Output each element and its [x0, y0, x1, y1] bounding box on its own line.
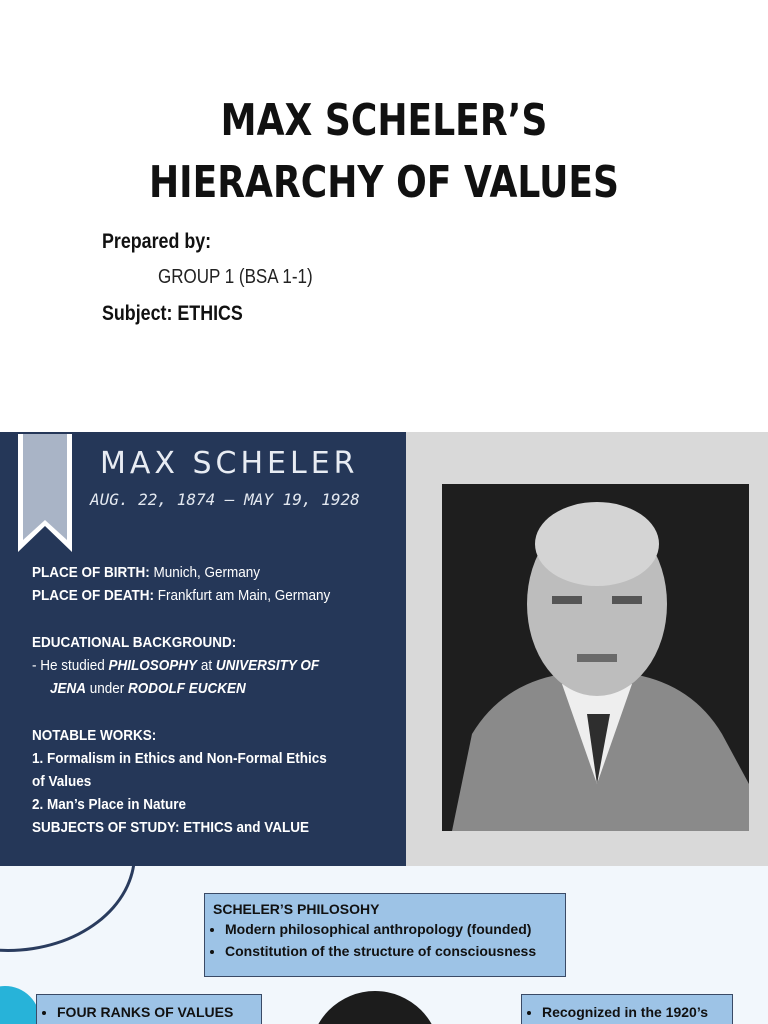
education-line-1: - He studied PHILOSOPHY at UNIVERSITY OF	[32, 657, 320, 674]
birth-row	[32, 564, 260, 581]
portrait-illustration	[442, 484, 749, 831]
education-line-2: JENA under RODOLF EUCKEN	[50, 680, 246, 697]
subject-line	[102, 302, 243, 326]
title-line-2: HIERARCHY OF VALUES	[148, 157, 620, 208]
recognition-box	[521, 994, 733, 1024]
work-1-line-1: 1. Formalism in Ethics and Non-Formal Ethics	[32, 750, 327, 767]
birth-label: PLACE OF BIRTH:	[32, 564, 150, 581]
decorative-ring	[0, 866, 136, 952]
presentation-title	[69, 90, 699, 214]
study-row	[32, 819, 309, 836]
bio-dates: AUG. 22, 1874 – MAY 19, 1928	[90, 490, 360, 509]
philosophy-item: • Constitution of the structure of consciousness	[225, 940, 565, 962]
prepared-by-label: Prepared by:	[102, 230, 212, 253]
death-row	[32, 587, 330, 604]
ranks-item: • FOUR RANKS OF VALUES	[57, 1001, 261, 1023]
education-heading: EDUCATIONAL BACKGROUND:	[32, 634, 237, 651]
ranks-box	[36, 994, 262, 1024]
study-label: SUBJECTS OF STUDY:	[32, 819, 180, 836]
biography-slide	[0, 432, 768, 866]
philosophy-list	[205, 918, 565, 962]
recognition-item: • Recognized in the 1920’s	[542, 1001, 732, 1023]
subject-label: Subject:	[102, 302, 173, 325]
biography-panel	[0, 432, 406, 866]
subject-value: ETHICS	[177, 302, 243, 325]
work-2: 2. Man’s Place in Nature	[32, 796, 187, 813]
philosophy-item: • Modern philosophical anthropology (founded)	[225, 918, 565, 940]
philosophy-box	[204, 893, 566, 977]
bookmark-ribbon-icon	[18, 434, 72, 552]
title-line-1: MAX SCHELER’S	[220, 95, 548, 146]
philosophy-slide	[0, 866, 768, 1024]
study-value: ETHICS and VALUE	[183, 819, 310, 836]
bio-name: MAX SCHELER	[100, 446, 359, 481]
group-name: GROUP 1 (BSA 1-1)	[158, 266, 313, 288]
death-label: PLACE OF DEATH:	[32, 587, 155, 604]
philosophy-heading: SCHELER’S PHILOSOHY	[213, 901, 380, 917]
work-1-line-2: of Values	[32, 773, 92, 790]
title-slide	[0, 0, 768, 432]
works-heading: NOTABLE WORKS:	[32, 727, 157, 744]
circular-portrait	[310, 991, 440, 1024]
death-value: Frankfurt am Main, Germany	[157, 587, 331, 604]
portrait-photo	[442, 484, 749, 831]
decorative-dot	[0, 986, 40, 1024]
birth-value: Munich, Germany	[153, 564, 261, 581]
